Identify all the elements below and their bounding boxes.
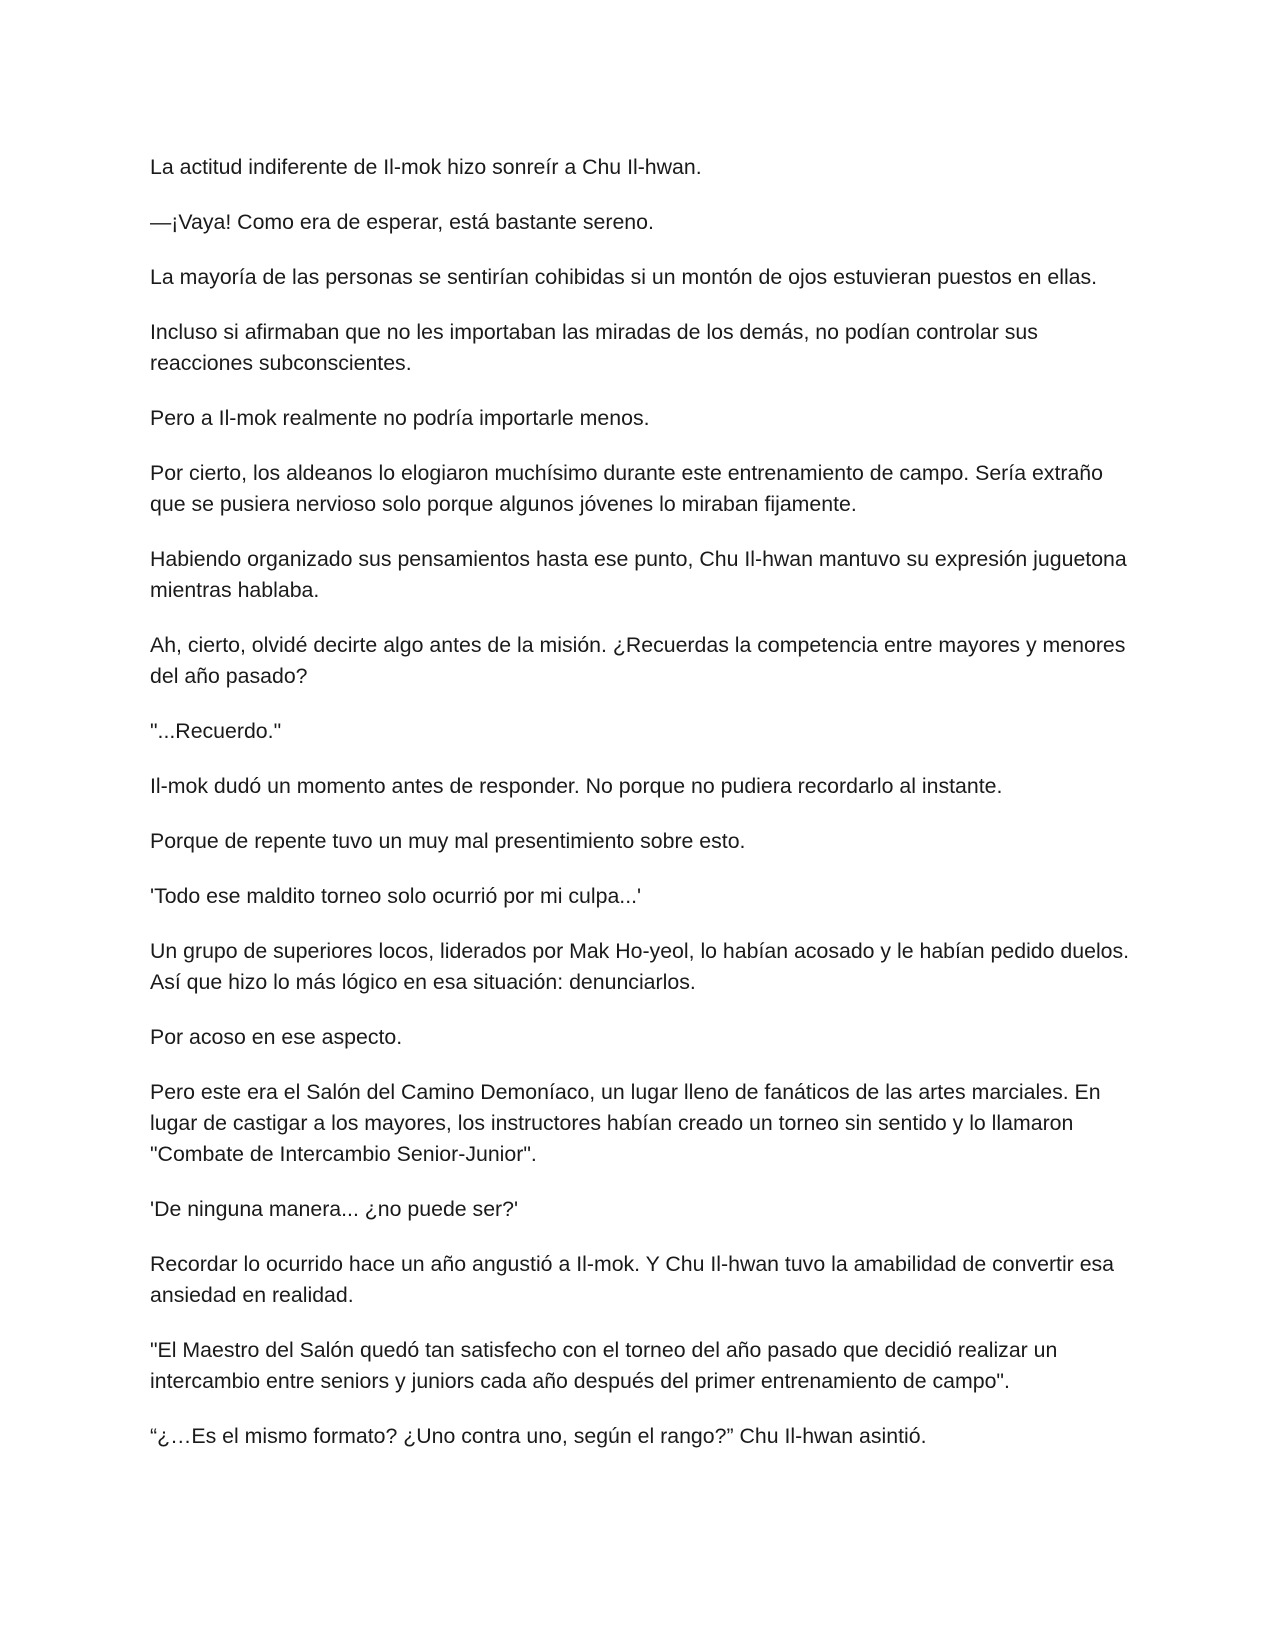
paragraph-17: Recordar lo ocurrido hace un año angustió a Il-mok. Y Chu Il-hwan tuvo la amabilidad de convertir esa ansiedad en realidad. <box>150 1252 1115 1307</box>
document-body <box>150 152 1135 1476</box>
paragraph-2: —¡Vaya! Como era de esperar, está bastante sereno. <box>150 210 654 234</box>
paragraph-12: 'Todo ese maldito torneo solo ocurrió por mi culpa...' <box>150 884 642 908</box>
paragraph-10: Il-mok dudó un momento antes de responder. No porque no pudiera recordarlo al instante. <box>150 774 1003 798</box>
paragraph-11: Porque de repente tuvo un muy mal presentimiento sobre esto. <box>150 829 746 853</box>
paragraph-19: “¿…Es el mismo formato? ¿Uno contra uno, según el rango?” Chu Il-hwan asintió. <box>150 1424 927 1448</box>
paragraph-4: Incluso si afirmaban que no les importaban las miradas de los demás, no podían controlar sus reacciones subconscientes. <box>150 320 1038 375</box>
paragraph-1: La actitud indiferente de Il-mok hizo sonreír a Chu Il-hwan. <box>150 155 702 179</box>
paragraph-16: 'De ninguna manera... ¿no puede ser?' <box>150 1197 519 1221</box>
paragraph-9: "...Recuerdo." <box>150 719 282 743</box>
paragraph-14: Por acoso en ese aspecto. <box>150 1025 403 1049</box>
paragraph-5: Pero a Il-mok realmente no podría importarle menos. <box>150 406 650 430</box>
paragraph-7: Habiendo organizado sus pensamientos hasta ese punto, Chu Il-hwan mantuvo su expresión juguetona mientras hablaba. <box>150 547 1127 602</box>
paragraph-3: La mayoría de las personas se sentirían cohibidas si un montón de ojos estuvieran puestos en ellas. <box>150 265 1098 289</box>
paragraph-18: "El Maestro del Salón quedó tan satisfecho con el torneo del año pasado que decidió realizar un intercambio entre seniors y juniors cada año después del primer entrenamiento de campo". <box>150 1338 1058 1393</box>
paragraph-8: Ah, cierto, olvidé decirte algo antes de la misión. ¿Recuerdas la competencia entre mayores y menores del año pasado? <box>150 633 1126 688</box>
paragraph-15: Pero este era el Salón del Camino Demoníaco, un lugar lleno de fanáticos de las artes marciales. En lugar de castigar a los mayores, los instructores habían creado un torneo sin sentido y lo llamaron "Combate de Intercambio Senior-Junior". <box>150 1080 1101 1166</box>
paragraph-13: Un grupo de superiores locos, liderados por Mak Ho-yeol, lo habían acosado y le habían pedido duelos. Así que hizo lo más lógico en esa situación: denunciarlos. <box>150 939 1130 994</box>
paragraph-6: Por cierto, los aldeanos lo elogiaron muchísimo durante este entrenamiento de campo. Sería extraño que se pusiera nervioso solo porque algunos jóvenes lo miraban fijamente. <box>150 461 1103 516</box>
